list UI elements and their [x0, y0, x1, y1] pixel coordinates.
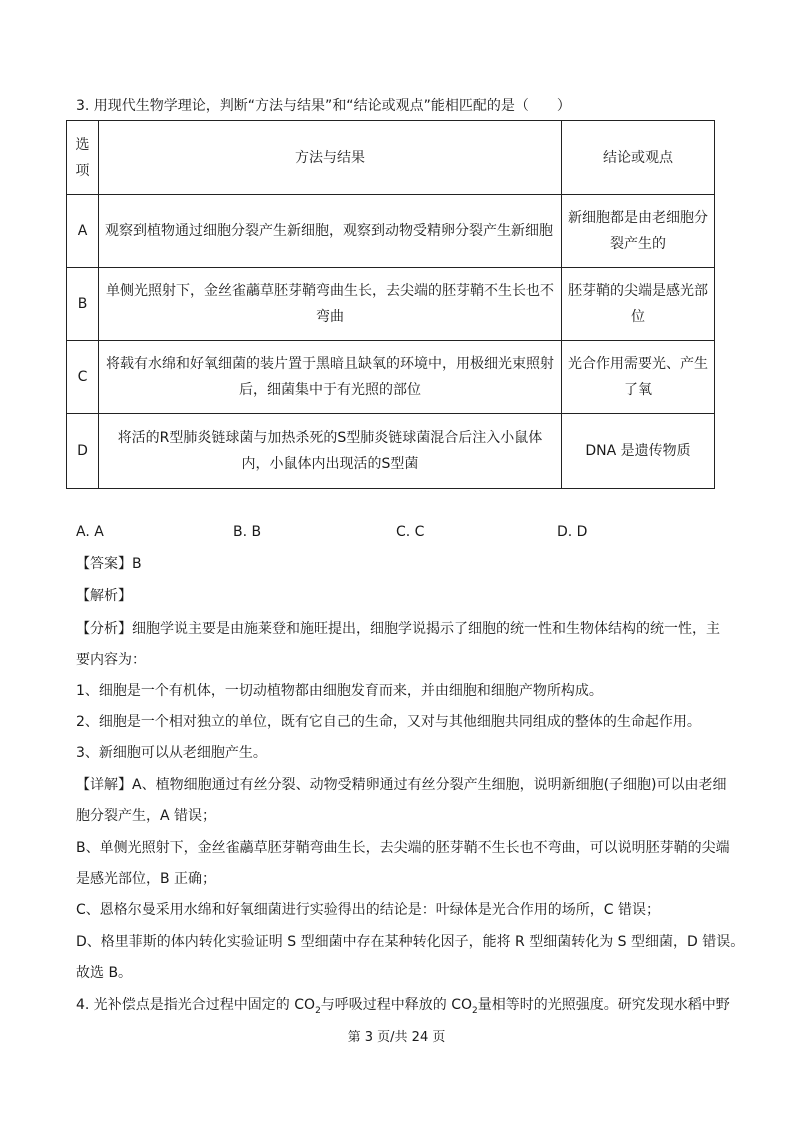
- q4-subscript: 2: [315, 1005, 321, 1016]
- analysis-line: 3、新细胞可以从老细胞产生。: [76, 745, 267, 761]
- analysis-line: 2、细胞是一个相对独立的单位，既有它自己的生命，又对与其他细胞共同组成的整体的生命起作用。: [76, 714, 701, 730]
- detail-line: C、恩格尔曼采用水绵和好氧细菌进行实验得出的结论是：叶绿体是光合作用的场所，C 错误；: [76, 902, 660, 918]
- table-row: [67, 268, 715, 341]
- q4-text: 与呼吸过程中释放的 CO: [320, 997, 473, 1013]
- q4-text: 量相等时的光照强度。研究发现水稻中野: [477, 997, 730, 1013]
- answer-value: B: [132, 556, 142, 572]
- answer-line: [76, 554, 142, 574]
- header-method: 方法与结果: [99, 121, 562, 195]
- row-conclusion: 胚芽鞘的尖端是感光部位: [562, 268, 715, 341]
- detail-line: 故选 B。: [76, 965, 133, 981]
- analysis-line: 1、细胞是一个有机体，一切动植物都由细胞发育而来，并由细胞和细胞产物所构成。: [76, 683, 603, 699]
- table-row: [67, 341, 715, 414]
- analysis-line: 【分析】细胞学说主要是由施莱登和施旺提出，细胞学说揭示了细胞的统一性和生物体结构的统一性，主: [76, 621, 720, 637]
- option-a: A. A: [76, 524, 104, 540]
- header-option: 选 项: [67, 121, 99, 195]
- row-method: 将活的R型肺炎链球菌与加热杀死的S型肺炎链球菌混合后注入小鼠体内，小鼠体内出现活的S型菌: [99, 414, 562, 489]
- row-option: A: [67, 195, 99, 268]
- row-conclusion: 光合作用需要光、产生了氧: [562, 341, 715, 414]
- row-method: 观察到植物通过细胞分裂产生新细胞，观察到动物受精卵分裂产生新细胞: [99, 195, 562, 268]
- analysis-tag: 【解析】: [76, 588, 132, 604]
- detail-line: 胞分裂产生，A 错误；: [76, 808, 217, 824]
- row-method: 将载有水绵和好氧细菌的装片置于黑暗且缺氧的环境中，用极细光束照射后，细菌集中于有光照的部位: [99, 341, 562, 414]
- q4-text: 4. 光补偿点是指光合过程中固定的 CO: [76, 997, 316, 1013]
- row-option: C: [67, 341, 99, 414]
- table-row: [67, 195, 715, 268]
- row-option: D: [67, 414, 99, 489]
- detail-line: 【详解】A、植物细胞通过有丝分裂、动物受精卵通过有丝分裂产生细胞，说明新细胞(子细胞)可以由老细: [76, 777, 727, 793]
- question-4-stem: [76, 995, 730, 1021]
- question-3-table: [66, 120, 715, 489]
- detail-line: B、单侧光照射下，金丝雀虉草胚芽鞘弯曲生长，去尖端的胚芽鞘不生长也不弯曲，可以说明胚芽鞘的尖端: [76, 840, 730, 856]
- row-method: 单侧光照射下，金丝雀虉草胚芽鞘弯曲生长，去尖端的胚芽鞘不生长也不弯曲: [99, 268, 562, 341]
- question-3-stem: 3. 用现代生物学理论，判断“方法与结果”和“结论或观点”能相匹配的是（ ）: [76, 98, 571, 114]
- row-option: B: [67, 268, 99, 341]
- option-d: D. D: [557, 524, 588, 540]
- row-conclusion: 新细胞都是由老细胞分裂产生的: [562, 195, 715, 268]
- analysis-line: 要内容为：: [76, 652, 146, 668]
- table-header-row: [67, 121, 715, 195]
- detail-line: D、格里菲斯的体内转化实验证明 S 型细菌中存在某种转化因子，能将 R 型细菌转化为 S 型细菌，D 错误。: [76, 934, 745, 950]
- q4-subscript: 2: [472, 1005, 478, 1016]
- detail-line: 是感光部位，B 正确；: [76, 871, 217, 887]
- option-c: C. C: [396, 524, 425, 540]
- table-row: [67, 414, 715, 489]
- row-conclusion: DNA 是遗传物质: [562, 414, 715, 489]
- option-b: B. B: [233, 524, 262, 540]
- answer-tag: 【答案】: [76, 556, 132, 572]
- page-footer: 第 3 页/共 24 页: [347, 1030, 446, 1045]
- header-conclusion: 结论或观点: [562, 121, 715, 195]
